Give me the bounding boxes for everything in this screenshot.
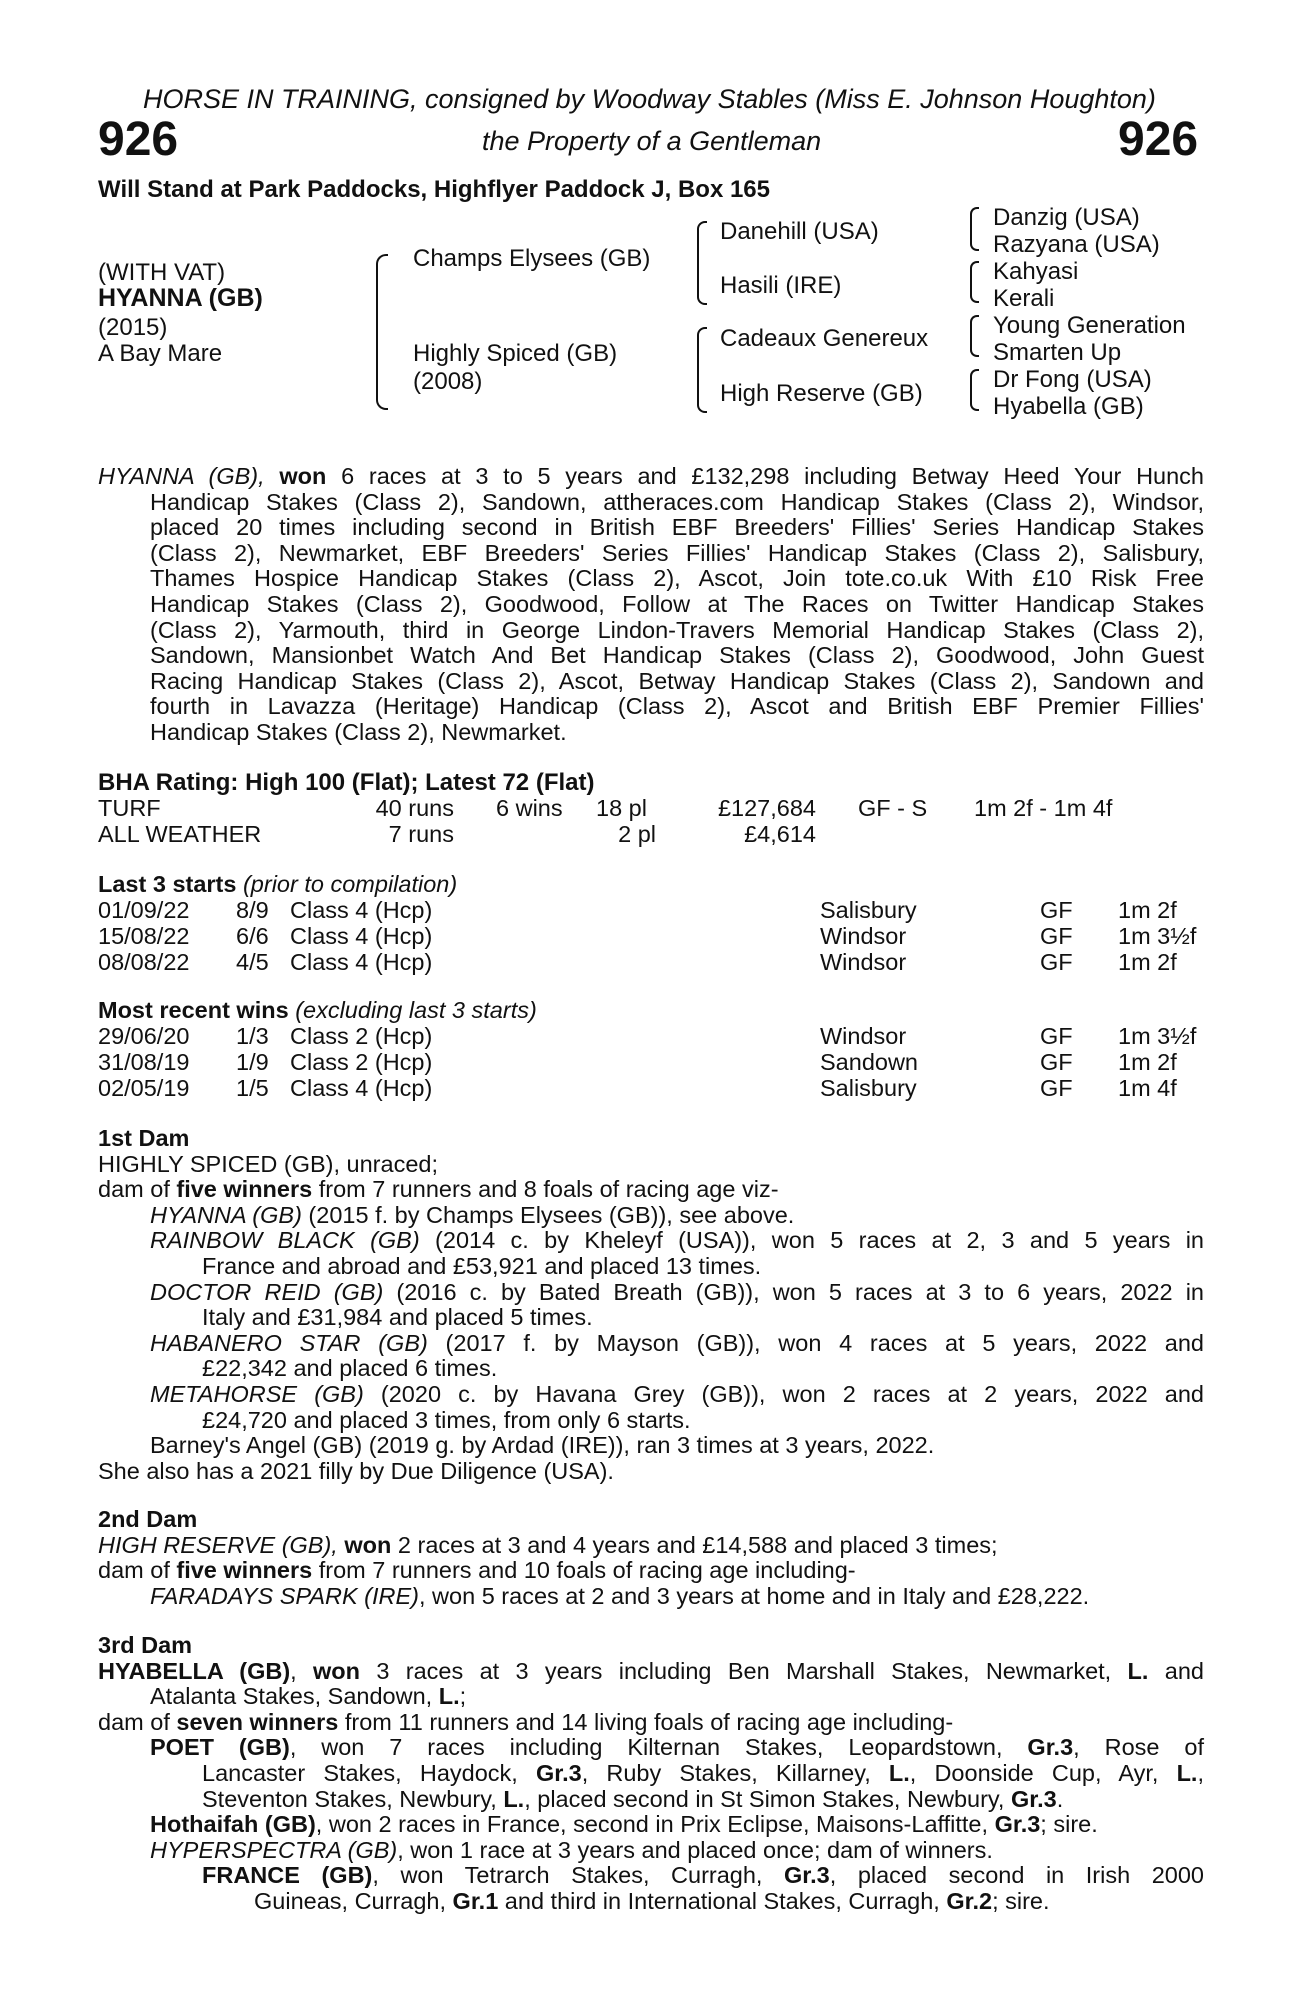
last3-note: (prior to compilation) — [242, 871, 458, 897]
listed-mark: L. — [438, 1683, 460, 1710]
produce-1-text: (2015 f. by Champs Elysees (GB)), see above. — [301, 1201, 795, 1228]
third-dam-winners: seven winners — [176, 1708, 339, 1735]
horse-name: HYANNA (GB) — [98, 284, 263, 312]
third-dam-text-1: 3 races at 3 years including Ben Marshall Stakes, Newmarket, — [360, 1657, 1128, 1684]
rating-prize: £127,684 — [717, 795, 816, 821]
recent-going: GF — [1040, 1023, 1073, 1049]
first-dam-produce-a: dam of — [98, 1176, 177, 1203]
last3-title: Last 3 starts — [98, 871, 237, 897]
rating-placed: 18 pl — [596, 795, 647, 821]
summary-line-5: Handicap Stakes (Class 2), Goodwood, Follow at The Races on Twitter Handicap Stakes — [150, 590, 1204, 617]
produce-6: Barney's Angel (GB) (2019 g. by Ardad (IRE)), ran 3 times at 3 years, 2022. — [150, 1432, 935, 1459]
recent-date: 29/06/20 — [98, 1023, 190, 1049]
brace-g2 — [970, 261, 979, 303]
produce-4-cont: £22,342 and placed 6 times. — [202, 1355, 498, 1382]
recent-pos: 1/3 — [236, 1023, 269, 1049]
second-dam-text: 2 races at 3 and 4 years and £14,588 and placed 3 times; — [391, 1531, 998, 1558]
produce-3-cont: Italy and £31,984 and placed 5 times. — [202, 1304, 593, 1331]
france-name: FRANCE (GB) — [202, 1862, 373, 1889]
rating-runs: 40 runs — [375, 795, 454, 821]
vat-label: (WITH VAT) — [98, 259, 226, 286]
listed-mark: L. — [1176, 1759, 1198, 1786]
produce-2-cont: France and abroad and £53,921 and placed 13 times. — [202, 1252, 762, 1279]
first-dam-note: She also has a 2021 filly by Due Diligence (USA). — [98, 1457, 614, 1484]
poet-text-2: , Rose of — [1073, 1734, 1204, 1761]
last3-heading — [98, 872, 457, 898]
group-3-mark: Gr.3 — [535, 1759, 582, 1786]
produce-4-text: (2017 f. by Mayson (GB)), won 4 races at 5 years, 2022 and — [427, 1329, 1205, 1356]
rating-wins: 6 wins — [496, 795, 563, 821]
last3-course: Salisbury — [820, 897, 917, 923]
recent-class: Class 4 (Hcp) — [290, 1075, 433, 1101]
group-3-mark: Gr.3 — [1010, 1785, 1057, 1812]
third-dam-title: 3rd Dam — [98, 1632, 193, 1658]
third-dam-text-2: and — [1148, 1657, 1204, 1684]
poet-text-4: , Ruby Stakes, Killarney, — [581, 1759, 889, 1786]
group-3-mark: Gr.3 — [994, 1811, 1041, 1838]
recent-class: Class 2 (Hcp) — [290, 1023, 433, 1049]
summary-line-1: Handicap Stakes (Class 2), Sandown, attheraces.com Handicap Stakes (Class 2), Windsor, — [150, 488, 1204, 515]
produce-2-text: (2014 c. by Kheleyf (USA)), won 5 races at 2, 3 and 5 years in — [419, 1227, 1204, 1254]
hothaifah-name: Hothaifah (GB) — [150, 1811, 316, 1838]
last3-going: GF — [1040, 949, 1073, 975]
poet-text-5: , Doonside Cup, Ayr, — [909, 1759, 1177, 1786]
dam-year: (2008) — [413, 368, 483, 395]
france-text-2: , placed second in Irish 2000 — [829, 1862, 1205, 1889]
third-dam-section — [98, 1633, 1204, 1915]
summary-line-6: (Class 2), Yarmouth, third in George Lindon-Travers Memorial Handicap Stakes (Class 2), — [150, 616, 1204, 643]
hyperspectra-text: , won 1 race at 3 years and placed once; dam of winners. — [397, 1836, 993, 1863]
summary-line-0: 6 races at 3 to 5 years and £132,298 including Betway Heed Your Hunch — [326, 463, 1204, 489]
sire-sire-sire: Danzig (USA) — [993, 204, 1140, 231]
summary-line-3: (Class 2), Newmarket, EBF Breeders' Series Fillies' Handicap Stakes (Class 2), Salisbury, — [150, 539, 1204, 566]
rating-prize: £4,614 — [744, 821, 816, 847]
last3-course: Windsor — [820, 949, 907, 975]
produce-5-cont: £24,720 and placed 3 times, from only 6 starts. — [202, 1406, 691, 1433]
recent-table — [98, 1024, 1204, 1102]
first-dam-title: 1st Dam — [98, 1125, 190, 1151]
produce-1-name: HYANNA (GB) — [150, 1201, 302, 1228]
summary-line-9: fourth in Lavazza (Heritage) Handicap (Class 2), Ascot and British EBF Premier Fillies' — [150, 693, 1204, 720]
recent-dist: 1m 4f — [1118, 1075, 1177, 1101]
group-3-mark: Gr.3 — [784, 1862, 830, 1889]
last3-going: GF — [1040, 897, 1073, 923]
third-dam-text-4: ; — [459, 1683, 467, 1710]
recent-dist: 1m 2f — [1118, 1049, 1177, 1075]
recent-title: Most recent wins — [98, 997, 289, 1023]
produce-3-text: (2016 c. by Bated Breath (GB)), won 5 races at 3 to 6 years, 2022 in — [383, 1278, 1204, 1305]
last3-dist: 1m 3½f — [1118, 923, 1197, 949]
rating-distance: 1m 2f - 1m 4f — [974, 795, 1113, 821]
produce-2-name: RAINBOW BLACK (GB) — [150, 1227, 420, 1254]
recent-going: GF — [1040, 1049, 1073, 1075]
hothaifah-text-2: ; sire. — [1040, 1811, 1098, 1838]
recent-note: (excluding last 3 starts) — [295, 997, 537, 1023]
rating-placed: 2 pl — [618, 821, 656, 847]
sire-sire-dam: Razyana (USA) — [993, 231, 1160, 258]
second-dam-produce-a: dam of — [98, 1557, 177, 1584]
produce-5-text: (2020 c. by Havana Grey (GB)), won 2 races at 2 years, 2022 and — [363, 1380, 1204, 1407]
poet-text-7: Steventon Stakes, Newbury, — [202, 1785, 504, 1812]
dam-dam-sire: Dr Fong (USA) — [993, 366, 1152, 393]
produce-3-name: DOCTOR REID (GB) — [150, 1278, 384, 1305]
rating-surface: ALL WEATHER — [98, 821, 262, 847]
second-dam-winners: five winners — [176, 1557, 313, 1584]
last3-class: Class 4 (Hcp) — [290, 923, 433, 949]
dam-sire-sire: Young Generation — [993, 312, 1186, 339]
recent-date: 02/05/19 — [98, 1075, 190, 1101]
third-dam-won: won — [313, 1657, 361, 1684]
listed-mark: L. — [1127, 1657, 1149, 1684]
horse-desc: A Bay Mare — [98, 340, 223, 367]
recent-course: Sandown — [820, 1049, 918, 1075]
recent-date: 31/08/19 — [98, 1049, 190, 1075]
recent-pos: 1/5 — [236, 1075, 269, 1101]
last3-date: 08/08/22 — [98, 949, 190, 975]
france-text-3: Guineas, Curragh, — [254, 1887, 453, 1914]
hothaifah-text-1: , won 2 races in France, second in Prix Eclipse, Maisons-Laffitte, — [315, 1811, 995, 1838]
summary-line-10: Handicap Stakes (Class 2), Newmarket. — [150, 718, 567, 745]
first-dam-produce-c: from 7 runners and 8 foals of racing age viz- — [312, 1176, 779, 1203]
consignment-line: HORSE IN TRAINING, consigned by Woodway Stables (Miss E. Johnson Houghton) — [143, 84, 1156, 114]
france-text-5: ; sire. — [992, 1887, 1050, 1914]
recent-course: Windsor — [820, 1023, 907, 1049]
summary-line-7: Sandown, Mansionbet Watch And Bet Handicap Stakes (Class 2), Goodwood, John Guest — [150, 642, 1204, 669]
brace-g4 — [970, 369, 979, 411]
third-dam-text-3: Atalanta Stakes, Sandown, — [150, 1683, 439, 1710]
last3-class: Class 4 (Hcp) — [290, 949, 433, 975]
sire-dam-sire: Kahyasi — [993, 258, 1079, 285]
rating-surface: TURF — [98, 795, 161, 821]
last3-class: Class 4 (Hcp) — [290, 897, 433, 923]
third-dam-produce-c: from 11 runners and 14 living foals of racing age including- — [338, 1708, 954, 1735]
poet-text-9: . — [1056, 1785, 1064, 1812]
last3-pos: 6/6 — [236, 923, 269, 949]
recent-dist: 1m 3½f — [1118, 1023, 1197, 1049]
brace-g3 — [970, 315, 979, 357]
brace-sire-dam — [376, 254, 388, 410]
last3-course: Windsor — [820, 923, 907, 949]
dam-sire: Cadeaux Genereux — [720, 325, 929, 352]
listed-mark: L. — [888, 1759, 910, 1786]
sire: Champs Elysees (GB) — [413, 245, 651, 272]
summary-line-2: placed 20 times including second in British EBF Breeders' Fillies' Series Handicap Stakes — [150, 514, 1204, 541]
last3-date: 01/09/22 — [98, 897, 190, 923]
dam-dam-dam: Hyabella (GB) — [993, 393, 1144, 420]
france-text-1: , won Tetrarch Stakes, Curragh, — [372, 1862, 785, 1889]
stand-location: Will Stand at Park Paddocks, Highflyer Paddock J, Box 165 — [98, 176, 770, 203]
first-dam-name: HIGHLY SPICED (GB), unraced; — [98, 1150, 438, 1177]
last3-pos: 4/5 — [236, 949, 269, 975]
recent-class: Class 2 (Hcp) — [290, 1049, 433, 1075]
recent-pos: 1/9 — [236, 1049, 269, 1075]
rating-going: GF - S — [858, 795, 928, 821]
listed-mark: L. — [503, 1785, 525, 1812]
third-dam-comma: , — [290, 1657, 314, 1684]
produce-4-name: HABANERO STAR (GB) — [150, 1329, 428, 1356]
second-dam-won: won — [344, 1531, 392, 1558]
first-dam-winners: five winners — [176, 1176, 313, 1203]
recent-going: GF — [1040, 1075, 1073, 1101]
first-dam-section — [98, 1126, 1204, 1484]
hyperspectra-name: HYPERSPECTRA (GB) — [150, 1836, 398, 1863]
second-dam-title: 2nd Dam — [98, 1506, 198, 1532]
produce-5-name: METAHORSE (GB) — [150, 1380, 364, 1407]
brace-g1 — [970, 207, 979, 251]
summary-line-8: Racing Handicap Stakes (Class 2), Ascot, Betway Handicap Stakes (Class 2), Sandown and — [150, 667, 1204, 694]
recent-heading — [98, 998, 537, 1024]
poet-text-3: Lancaster Stakes, Haydock, — [202, 1759, 536, 1786]
last3-dist: 1m 2f — [1118, 949, 1177, 975]
horse-year: (2015) — [98, 314, 168, 341]
rating-table — [98, 796, 1204, 848]
last3-date: 15/08/22 — [98, 923, 190, 949]
brace-dam-parents — [697, 327, 707, 413]
group-1-mark: Gr.1 — [452, 1887, 499, 1914]
second-dam-section — [98, 1507, 1204, 1609]
summary-horse-name: HYANNA (GB), — [98, 463, 265, 489]
second-dam-name: HIGH RESERVE (GB), — [98, 1531, 338, 1558]
sire-dam-dam: Kerali — [993, 285, 1055, 312]
dam: Highly Spiced (GB) — [413, 340, 618, 367]
third-dam-produce-a: dam of — [98, 1708, 177, 1735]
recent-course: Salisbury — [820, 1075, 917, 1101]
last3-going: GF — [1040, 923, 1073, 949]
second-dam-produce-text: , won 5 races at 2 and 3 years at home and in Italy and £28,222. — [419, 1582, 1090, 1609]
property-line: the Property of a Gentleman — [482, 126, 822, 156]
second-dam-produce-name: FARADAYS SPARK (IRE) — [150, 1582, 419, 1609]
poet-text-8: , placed second in St Simon Stakes, Newbury, — [524, 1785, 1011, 1812]
rating-runs: 7 runs — [388, 821, 454, 847]
last3-pos: 8/9 — [236, 897, 269, 923]
second-dam-produce-c: from 7 runners and 10 foals of racing age including- — [312, 1557, 856, 1584]
last3-table — [98, 898, 1204, 976]
lot-number-right: 926 — [1118, 113, 1199, 166]
group-3-mark: Gr.3 — [1027, 1734, 1074, 1761]
france-text-4: and third in International Stakes, Curragh, — [498, 1887, 947, 1914]
poet-name: POET (GB) — [150, 1734, 290, 1761]
dam-dam: High Reserve (GB) — [720, 380, 923, 407]
summary-won: won — [279, 463, 327, 489]
poet-text-1: , won 7 races including Kilternan Stakes, Leopardstown, — [289, 1734, 1028, 1761]
group-2-mark: Gr.2 — [946, 1887, 993, 1914]
poet-text-6: , — [1197, 1759, 1204, 1786]
rating-title: BHA Rating: High 100 (Flat); Latest 72 (Flat) — [98, 769, 595, 796]
brace-sire-parents — [697, 221, 707, 305]
last3-dist: 1m 2f — [1118, 897, 1177, 923]
dam-sire-dam: Smarten Up — [993, 339, 1122, 366]
summary-line-4: Thames Hospice Handicap Stakes (Class 2), Ascot, Join tote.co.uk With £10 Risk Free — [150, 565, 1204, 592]
sire-sire: Danehill (USA) — [720, 218, 879, 245]
lot-number-left: 926 — [98, 113, 179, 166]
third-dam-name: HYABELLA (GB) — [98, 1657, 291, 1684]
race-summary — [98, 464, 1204, 746]
sire-dam: Hasili (IRE) — [720, 272, 842, 299]
